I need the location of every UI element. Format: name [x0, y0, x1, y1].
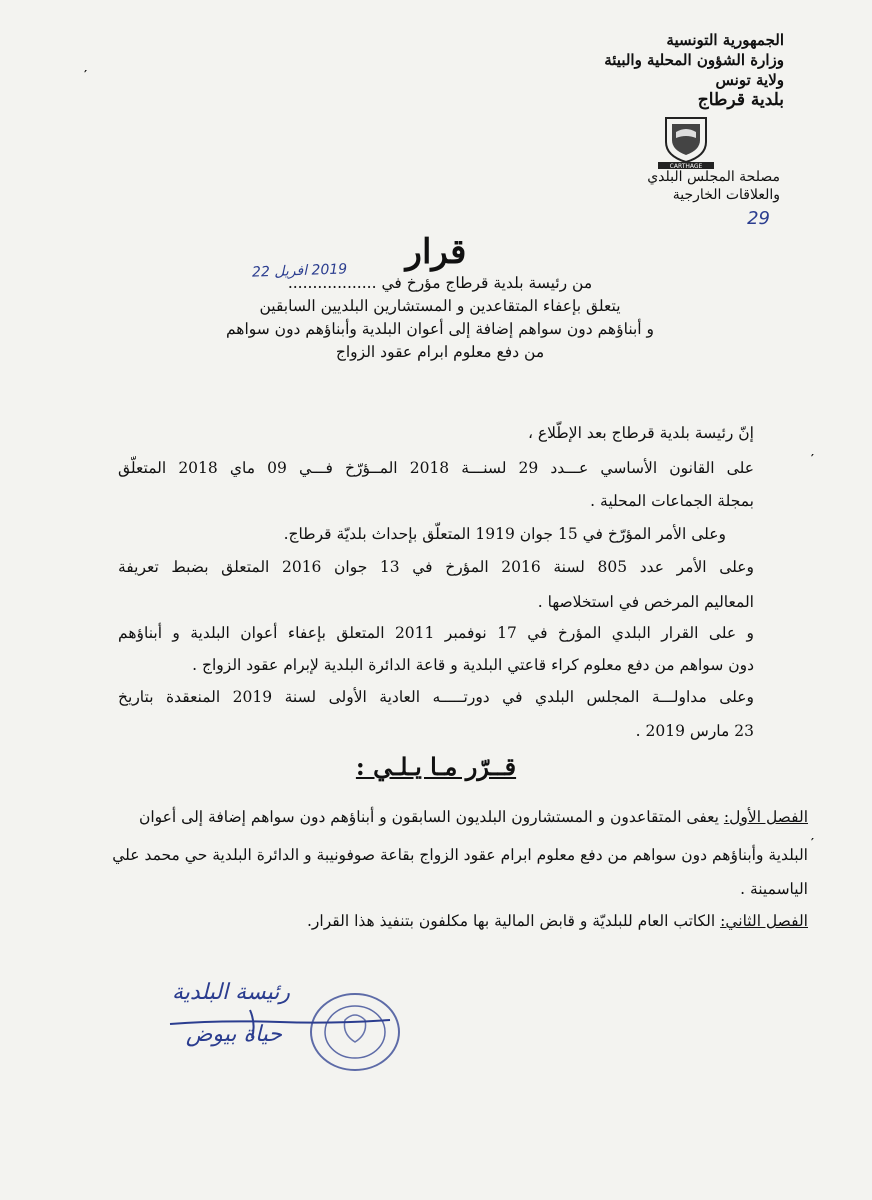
scan-mark: ′	[810, 452, 814, 466]
municipality-name: بلدية قرطاج	[697, 90, 784, 110]
preamble-line: على القانون الأساسي عـــدد 29 لسنـــة 2018 المــؤرّخ فـــي 09 ماي 2018 المتعلّق	[118, 459, 754, 477]
preamble-line: وعلى الأمر المؤرّخ في 15 جوان 1919 المتعلّق بإحداث بلديّة قرطاج.	[283, 525, 726, 543]
subtitle-line: من رئيسة بلدية قرطاج مؤرخ في ..................	[287, 274, 593, 292]
reference-number: 29	[747, 208, 770, 229]
article-1-label: الفصل الأول:	[723, 808, 808, 826]
carthage-emblem-icon	[652, 112, 720, 170]
subtitle-line: يتعلق بإعفاء المتقاعدين و المستشارين البلديين السابقين	[259, 297, 621, 315]
date-stamp: 2019 افريل 22	[251, 261, 348, 281]
preamble-line: وعلى الأمر عدد 805 لسنة 2016 المؤرخ في 13 جوان 2016 المتعلق بضبط تعريفة	[118, 558, 754, 576]
governorate-name: ولاية تونس	[715, 71, 784, 89]
subtitle-line: و أبناؤهم دون سواهم إضافة إلى أعوان البلدية وأبناؤهم دون سواهم	[225, 320, 655, 338]
preamble-line: دون سواهم من دفع معلوم كراء قاعتي البلدية و قاعة الدائرة البلدية لإبرام عقود الزواج .	[192, 656, 754, 674]
article-1-line-3: الياسمينة .	[740, 880, 808, 898]
subtitle-line: من دفع معلوم ابرام عقود الزواج	[335, 343, 545, 361]
emblem-caption: CARTHAGE	[669, 163, 703, 170]
preamble-line: بمجلة الجماعات المحلية .	[590, 492, 754, 510]
scan-mark: ′	[810, 836, 814, 850]
letterhead	[574, 30, 784, 110]
article-1-line-1	[139, 808, 808, 826]
document-title: قرار	[405, 232, 467, 272]
preamble-line: المعاليم المرخص في استخلاصها .	[537, 593, 754, 611]
signature-name: حياة بيوض	[185, 1022, 282, 1047]
article-2-text: الكاتب العام للبلديّة و قابض المالية بها مكلفون بتنفيذ هذا القرار.	[307, 912, 721, 930]
article-2-label: الفصل الثاني:	[720, 912, 808, 930]
preamble-line: 23 مارس 2019 .	[635, 722, 754, 740]
preamble-line: و على القرار البلدي المؤرخ في 17 نوفمبر 2011 المتعلق بإعفاء أعوان البلدية و أبناؤهم	[118, 624, 754, 642]
service-line-1: مصلحة المجلس البلدي	[647, 169, 780, 185]
republic-name: الجمهورية التونسية	[666, 31, 784, 49]
article-1-text: يعفى المتقاعدون و المستشارون البلديون السابقون و أبناؤهم دون سواهم إضافة إلى أعوان	[138, 808, 724, 826]
preamble-line: إنّ رئيسة بلدية قرطاج بعد الإطّلاع ،	[527, 424, 754, 442]
article-2	[307, 912, 808, 930]
service-line-2: والعلاقات الخارجية	[672, 187, 780, 203]
signature-title: رئيسة البلدية	[171, 980, 290, 1005]
preamble-line: وعلى مداولـــة المجلس البلدي في دورتـــــه العادية الأولى لسنة 2019 المنعقدة بتاريخ	[118, 688, 754, 706]
service-block	[580, 168, 780, 204]
article-1-line-2: البلدية وأبناؤهم دون سواهم من دفع معلوم ابرام عقود الزواج بقاعة صوفونيبة و الدائرة البلدية حي محمد علي	[112, 846, 808, 864]
decision-heading: قــرّر مـا يـلـي :	[355, 752, 517, 781]
scan-mark: ′	[84, 68, 88, 82]
subtitle-block	[150, 272, 730, 364]
ministry-name: وزارة الشؤون المحلية والبيئة	[604, 51, 784, 69]
